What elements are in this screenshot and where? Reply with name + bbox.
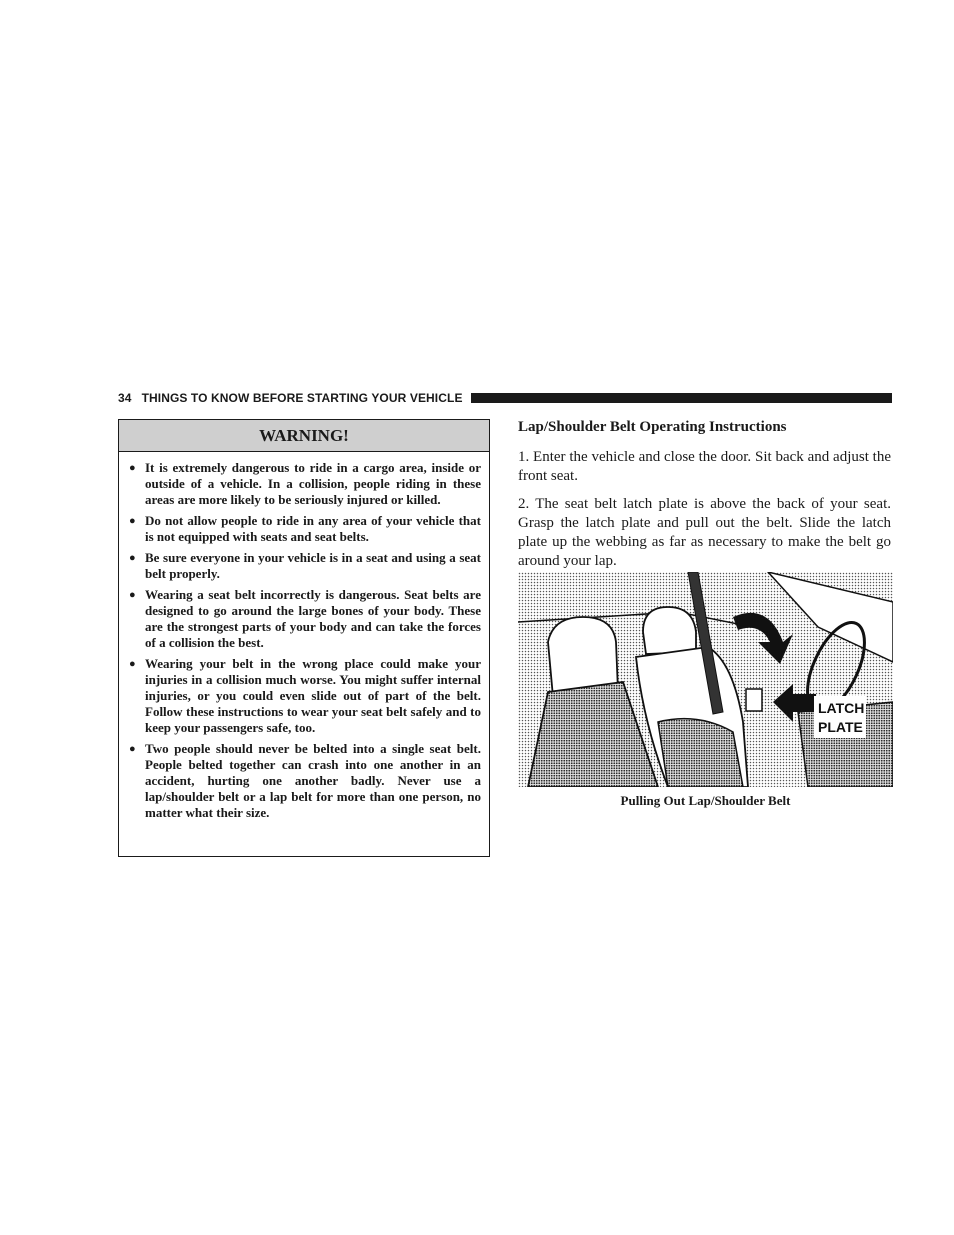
page-number: 34 — [118, 391, 132, 405]
warning-box — [118, 419, 490, 857]
warning-item-text: Wearing a seat belt incorrectly is dangerous. Seat belts are designed to go around the large bones of your body. These are the strongest parts of your body and can take the forces of a collision the best. — [145, 587, 481, 650]
header-rule — [471, 393, 892, 403]
instruction-step: 2. The seat belt latch plate is above the back of your seat. Grasp the latch plate and pull out the belt. Slide the latch plate up the webbing as far as necessary to make the belt go around your lap. — [518, 496, 891, 569]
warning-item-text: Two people should never be belted into a single seat belt. People belted together can crash into one another in an accident, hurting one another badly. Never use a lap/shoulder belt or a lap belt for more than one person, no matter what their size. — [145, 741, 481, 820]
latch-plate-shape — [746, 689, 762, 711]
warning-title: WARNING! — [259, 425, 349, 445]
bullet-icon: ● — [129, 552, 136, 564]
figure-caption: Pulling Out Lap/Shoulder Belt — [620, 793, 791, 808]
bullet-icon: ● — [129, 743, 136, 755]
warning-item — [129, 741, 481, 821]
warning-item-text: It is extremely dangerous to ride in a cargo area, inside or outside of a vehicle. In a collision, people riding in these areas are more likely to be seriously injured or killed. — [145, 460, 481, 507]
bullet-icon: ● — [129, 515, 136, 527]
warning-item — [129, 513, 481, 545]
warning-list — [119, 452, 489, 821]
warning-item — [129, 460, 481, 508]
warning-item-text: Wearing your belt in the wrong place could make your injuries in a collision much worse. You might suffer internal injuries, or you could even slide out of part of the belt. Follow these instructions to wear your seat belt safely and to keep your passengers safe, too. — [145, 656, 481, 735]
illustration-svg — [518, 572, 893, 787]
warning-item-text: Be sure everyone in your vehicle is in a seat and using a seat belt properly. — [145, 550, 481, 581]
seat-belt-illustration — [518, 572, 893, 787]
warning-title-bar — [119, 420, 489, 452]
warning-item-text: Do not allow people to ride in any area of your vehicle that is not equipped with seats and seat belts. — [145, 513, 481, 544]
latch-label-line1: LATCH — [818, 700, 865, 716]
section-heading: Lap/Shoulder Belt Operating Instructions — [518, 419, 787, 435]
instructions-column — [518, 417, 891, 580]
section-title: THINGS TO KNOW BEFORE STARTING YOUR VEHICLE — [141, 391, 463, 405]
bullet-icon: ● — [129, 658, 136, 670]
warning-item — [129, 587, 481, 651]
front-headrest — [643, 607, 696, 654]
instruction-step: 1. Enter the vehicle and close the door. Sit back and adjust the front seat. — [518, 449, 891, 484]
warning-item — [129, 656, 481, 736]
latch-label-line2: PLATE — [818, 719, 863, 735]
bullet-icon: ● — [129, 589, 136, 601]
page-header — [118, 390, 892, 406]
bullet-icon: ● — [129, 462, 136, 474]
warning-item — [129, 550, 481, 582]
